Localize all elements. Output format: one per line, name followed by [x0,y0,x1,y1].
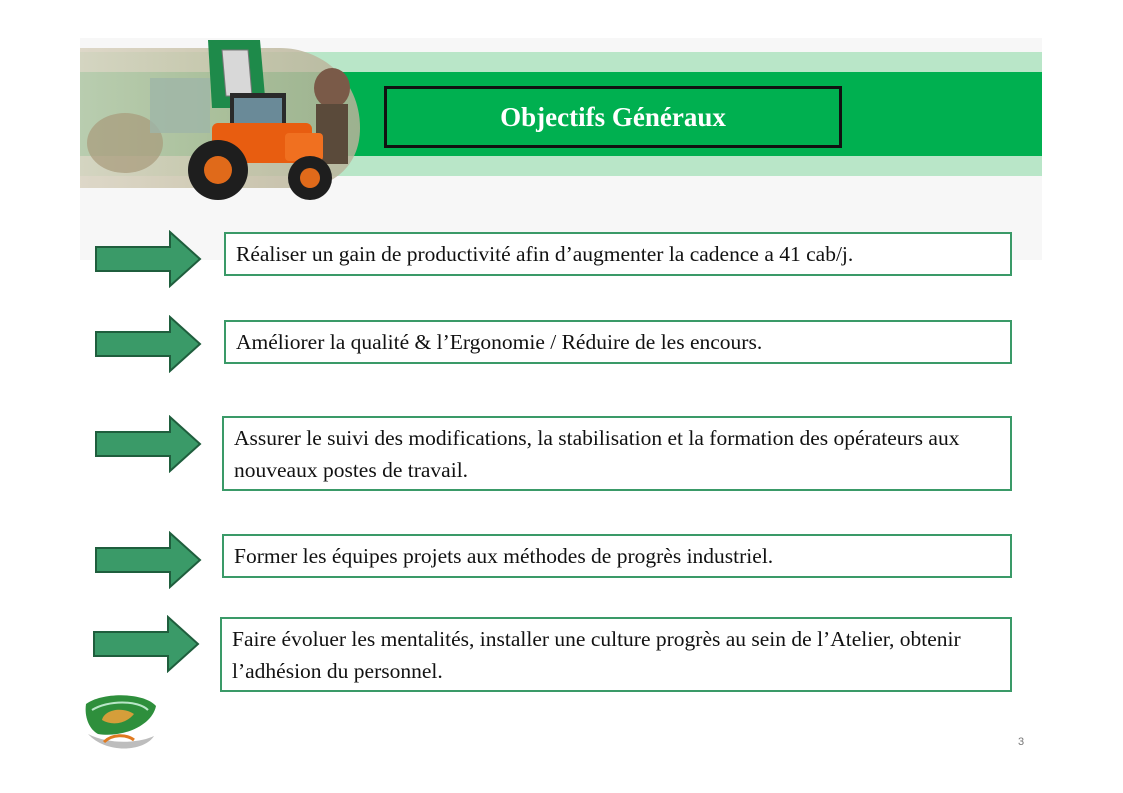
objective-box-5 [220,617,1012,692]
objective-box-3 [222,416,1012,491]
company-logo [82,690,162,756]
objective-text: Former les équipes projets aux méthodes de progrès industriel. [234,544,774,568]
objective-text: Réaliser un gain de productivité afin d’augmenter la cadence a 41 cab/j. [236,242,854,266]
title-box [384,86,842,148]
page-title: Objectifs Généraux [500,101,726,132]
right-arrow-icon [92,615,202,673]
objective-text: Améliorer la qualité & l’Ergonomie / Réduire de les encours. [236,330,763,354]
right-arrow-icon [94,531,204,589]
right-arrow-icon [94,230,204,288]
objective-box-1 [224,232,1012,276]
right-arrow-icon [94,315,204,373]
objective-text: Faire évoluer les mentalités, installer une culture progrès au sein de l’Atelier, obtenir l’adhésion du personnel. [232,626,961,683]
tractor-photo [80,38,360,203]
right-arrow-icon [94,415,204,473]
page-number: 3 [1018,736,1025,748]
objective-box-4 [222,534,1012,578]
objective-text: Assurer le suivi des modifications, la stabilisation et la formation des opérateurs aux nouveaux postes de travail. [234,425,960,482]
objective-box-2 [224,320,1012,364]
